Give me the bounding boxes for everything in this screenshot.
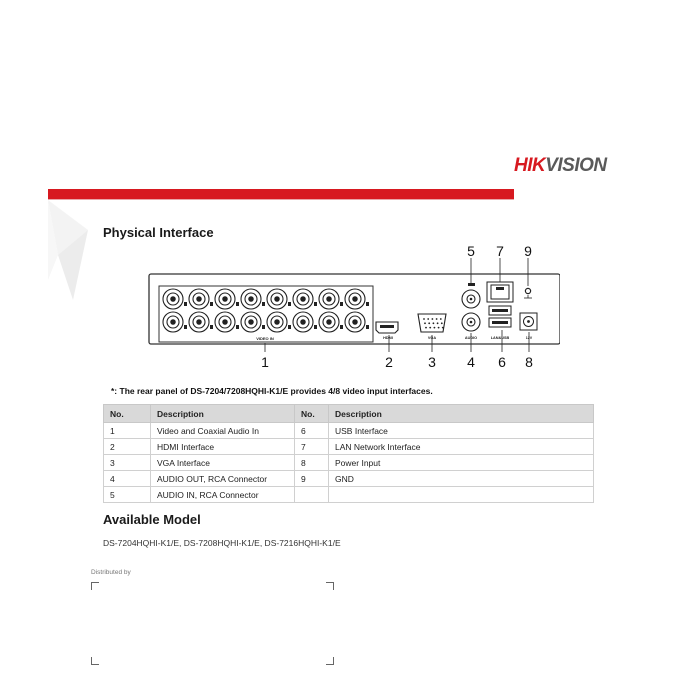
- table-cell: AUDIO IN, RCA Connector: [151, 487, 295, 503]
- table-cell: 6: [295, 423, 329, 439]
- bnc-connector: [345, 312, 369, 332]
- table-cell: 3: [104, 455, 151, 471]
- callout-6: 6: [498, 354, 506, 370]
- table-header-row: [104, 405, 594, 423]
- bnc-connector: [163, 289, 187, 309]
- table-cell: 5: [104, 487, 151, 503]
- bnc-connector: [189, 312, 213, 332]
- header-no: No.: [104, 405, 151, 423]
- callout-8: 8: [525, 354, 533, 370]
- callout-9: 9: [524, 243, 532, 259]
- bnc-connector: [293, 312, 317, 332]
- usb-ports: [489, 306, 511, 327]
- audio-label: AUDIO: [464, 336, 478, 340]
- table-cell: Video and Coaxial Audio In: [151, 423, 295, 439]
- table-cell: VGA Interface: [151, 455, 295, 471]
- bnc-connector: [345, 289, 369, 309]
- audio-out-rca: [462, 313, 480, 331]
- vga-port: [418, 314, 446, 332]
- table-cell: USB Interface: [329, 423, 594, 439]
- interface-table: [103, 404, 594, 503]
- callout-3: 3: [428, 354, 436, 370]
- rear-panel-note: *: The rear panel of DS-7204/7208HQHI-K1/E provides 4/8 video input interfaces.: [111, 386, 433, 396]
- bnc-connector: [215, 289, 239, 309]
- crop-mark-top-right: [326, 582, 334, 590]
- table-row: [104, 455, 594, 471]
- power-input: [520, 313, 537, 330]
- table-row: [104, 439, 594, 455]
- table-cell: [295, 487, 329, 503]
- gnd-terminal: [524, 288, 532, 298]
- hdmi-label: HDMI: [383, 336, 393, 340]
- lan-port: [487, 282, 513, 302]
- table-cell: 9: [295, 471, 329, 487]
- rear-panel-diagram: [140, 240, 560, 375]
- table-cell: 1: [104, 423, 151, 439]
- bnc-connector: [189, 289, 213, 309]
- table-cell: HDMI Interface: [151, 439, 295, 455]
- hdmi-port: [376, 322, 398, 333]
- table-cell: LAN Network Interface: [329, 439, 594, 455]
- bnc-connector: [163, 312, 187, 332]
- table-row: [104, 471, 594, 487]
- video-in-label: VIDEO IN: [256, 336, 274, 341]
- table-cell: Power Input: [329, 455, 594, 471]
- crop-mark-bottom-left: [91, 657, 99, 665]
- hikvision-logo: HIKVISION: [514, 155, 607, 176]
- header-description-2: Description: [329, 405, 594, 423]
- callout-1: 1: [261, 354, 269, 370]
- table-cell: AUDIO OUT, RCA Connector: [151, 471, 295, 487]
- table-row: [104, 487, 594, 503]
- lan-usb-label: LAN&USB: [490, 336, 510, 340]
- crop-mark-top-left: [91, 582, 99, 590]
- callout-7: 7: [496, 243, 504, 259]
- bnc-connector: [319, 289, 343, 309]
- power-label: 12V: [525, 336, 533, 340]
- callout-5: 5: [467, 243, 475, 259]
- model-list: DS-7204HQHI-K1/E, DS-7208HQHI-K1/E, DS-7216HQHI-K1/E: [103, 538, 341, 548]
- audio-in-rca: [462, 283, 480, 308]
- table-cell: 8: [295, 455, 329, 471]
- table-cell: 4: [104, 471, 151, 487]
- section-title-physical-interface: Physical Interface: [103, 225, 214, 240]
- table-cell: 2: [104, 439, 151, 455]
- bnc-connector: [241, 289, 265, 309]
- table-cell: [329, 487, 594, 503]
- table-cell: 7: [295, 439, 329, 455]
- callout-2: 2: [385, 354, 393, 370]
- bnc-connector: [215, 312, 239, 332]
- crop-mark-bottom-right: [326, 657, 334, 665]
- table-row: [104, 423, 594, 439]
- header-no-2: No.: [295, 405, 329, 423]
- vga-label: VGA: [427, 336, 437, 340]
- callout-4: 4: [467, 354, 475, 370]
- section-title-available-model: Available Model: [103, 512, 201, 527]
- bnc-connector: [267, 289, 291, 309]
- bnc-connector: [267, 312, 291, 332]
- bnc-connectors: [163, 289, 369, 332]
- bnc-connector: [241, 312, 265, 332]
- bnc-connector: [293, 289, 317, 309]
- distributed-by-label: Distributed by: [91, 569, 131, 576]
- bnc-connector: [319, 312, 343, 332]
- table-cell: GND: [329, 471, 594, 487]
- header-bar-shadow: [48, 199, 514, 200]
- header-red-bar: [48, 189, 514, 199]
- header-description: Description: [151, 405, 295, 423]
- decorative-triangles: [48, 200, 108, 310]
